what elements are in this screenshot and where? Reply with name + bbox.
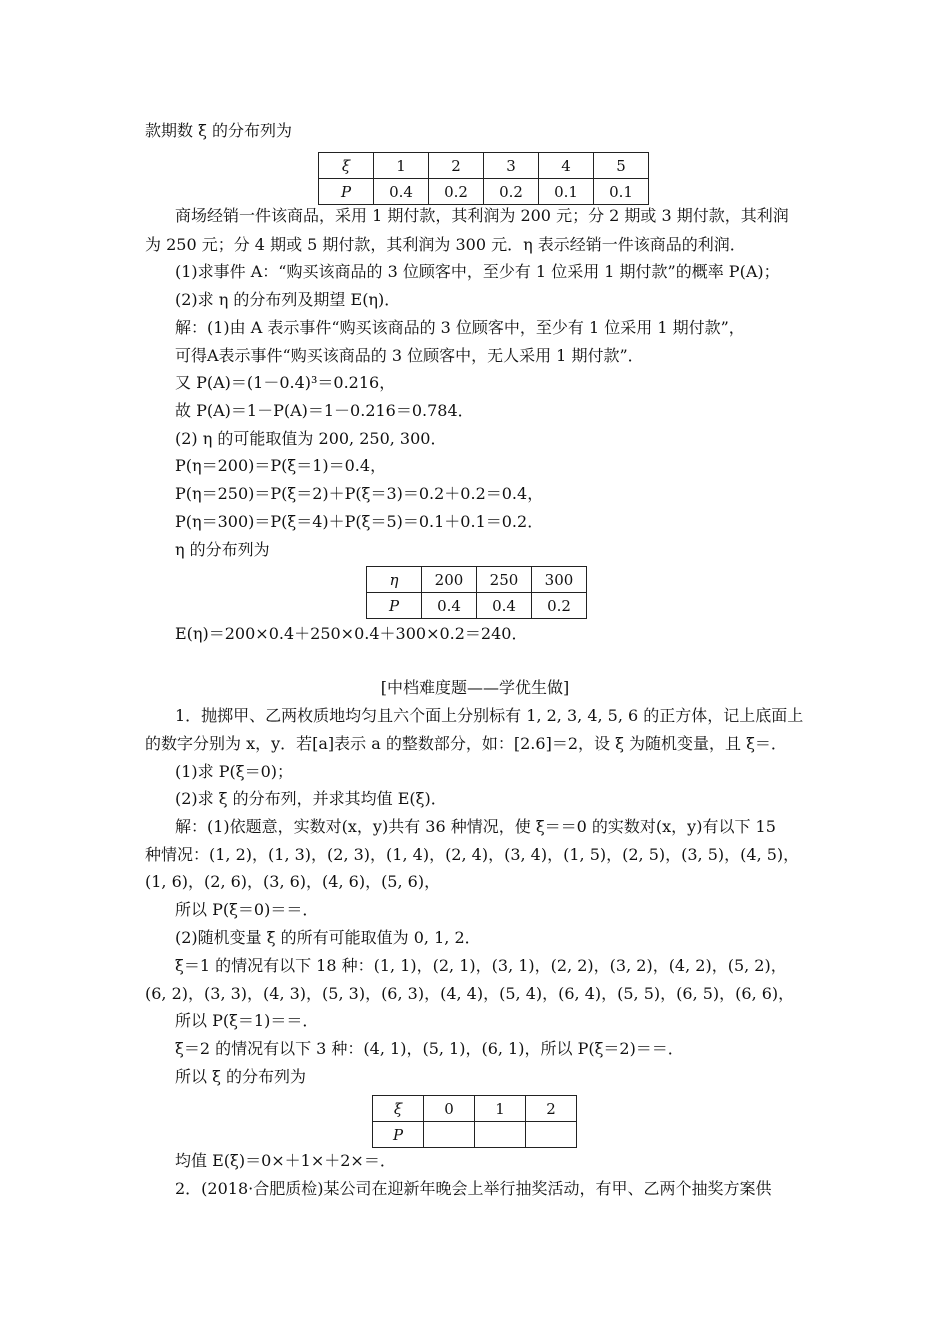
text-line: (6, 2)，(3, 3)，(4, 3)，(5, 3)，(6, 3)，(4, 4)，(5, 4)，(6, 4)，(5, 5)，(6, 5)，(6, 6)， [145,984,795,1003]
table-row [367,593,587,619]
eta-distribution-table [366,566,587,619]
table-cell: 300 [532,567,587,593]
table-cell: 3 [484,153,539,179]
text-line: 解：(1)由 A 表示事件“购买该商品的 3 位顾客中，至少有 1 位采用 1 期付款”， [175,318,745,337]
table-row [319,179,649,205]
text-line: (2)求 η 的分布列及期望 E(η)． [175,290,401,309]
xi-distribution-table [318,152,649,205]
table-cell: 0.2 [429,179,484,205]
table-row [373,1122,577,1148]
text-line: 1．抛掷甲、乙两枚质地均匀且六个面上分别标有 1, 2, 3, 4, 5, 6 的正方体，记上底面上 [175,706,804,725]
table-cell: 4 [539,153,594,179]
text-line: 商场经销一件该商品，采用 1 期付款，其利润为 200 元；分 2 期或 3 期付款，其利润 [175,206,789,225]
table-cell: ξ [319,153,374,179]
text-line: P(η＝300)＝P(ξ＝4)＋P(ξ＝5)＝0.1＋0.1＝0.2． [175,512,544,531]
table-cell: P [319,179,374,205]
table-cell: 0.2 [484,179,539,205]
table-cell: 5 [594,153,649,179]
text-line: (1)求 P(ξ＝0)； [175,762,293,781]
table-cell: 2 [429,153,484,179]
text-line: (1)求事件 A：“购买该商品的 3 位顾客中，至少有 1 位采用 1 期付款”的概率 P(A)； [175,262,780,281]
text-line: 所以 ξ 的分布列为 [175,1067,306,1086]
table-cell: 0.4 [374,179,429,205]
text-line: ξ＝1 的情况有以下 18 种：(1, 1)，(2, 1)，(3, 1)，(2, 2)，(3, 2)，(4, 2)，(5, 2)， [175,956,787,975]
text-line: 可得A表示事件“购买该商品的 3 位顾客中，无人采用 1 期付款”． [175,346,644,365]
text-line: 的数字分别为 x，y．若[a]表示 a 的整数部分，如：[2.6]＝2，设 ξ 为随机变量，且 ξ＝． [145,734,787,753]
text-line: 解：(1)依题意，实数对(x，y)共有 36 种情况，使 ξ＝＝0 的实数对(x，y)有以下 15 [175,817,776,836]
text-line: ξ＝2 的情况有以下 3 种：(4, 1)，(5, 1)，(6, 1)，所以 P(ξ＝2)＝＝． [175,1039,684,1058]
table-header-row [319,153,649,179]
table-cell: 1 [374,153,429,179]
table-cell: 0.4 [477,593,532,619]
table-cell: 0.4 [422,593,477,619]
text-line: η 的分布列为 [175,540,270,559]
table-cell: 0.1 [594,179,649,205]
text-line: 为 250 元；分 4 期或 5 期付款，其利润为 300 元．η 表示经销一件该商品的利润． [145,235,746,254]
xi-distribution-table-2 [372,1095,577,1148]
text-line: P(η＝200)＝P(ξ＝1)＝0.4， [175,456,387,475]
text-line: 种情况：(1, 2)，(1, 3)，(2, 3)，(1, 4)，(2, 4)，(3, 4)，(1, 5)，(2, 5)，(3, 5)，(4, 5)， [145,845,800,864]
table-cell: 0 [424,1096,475,1122]
text-line: (2)随机变量 ξ 的所有可能取值为 0, 1, 2． [175,928,481,947]
table-cell [424,1122,475,1148]
table-cell [475,1122,526,1148]
table-cell: 1 [475,1096,526,1122]
table-cell: 0.1 [539,179,594,205]
table-cell [526,1122,577,1148]
table-cell: ξ [373,1096,424,1122]
text-line: 所以 P(ξ＝0)＝＝． [175,900,319,919]
text-line: 均值 E(ξ)＝0×＋1×＋2×＝． [175,1151,396,1170]
text-line: E(η)＝200×0.4＋250×0.4＋300×0.2＝240． [175,624,528,643]
table-cell: P [367,593,422,619]
text-line: 款期数 ξ 的分布列为 [145,121,292,140]
text-line: (2)求 ξ 的分布列，并求其均值 E(ξ)． [175,789,447,808]
text-line: 又 P(A)＝(1－0.4)³＝0.216， [175,373,396,392]
text-line: P(η＝250)＝P(ξ＝2)＋P(ξ＝3)＝0.2＋0.2＝0.4， [175,484,544,503]
table-cell: η [367,567,422,593]
text-line: (1, 6)，(2, 6)，(3, 6)，(4, 6)，(5, 6)， [145,872,441,891]
text-line: 所以 P(ξ＝1)＝＝． [175,1011,319,1030]
table-cell: 2 [526,1096,577,1122]
text-line: 2．(2018·合肥质检)某公司在迎新年晚会上举行抽奖活动，有甲、乙两个抽奖方案供 [175,1179,772,1198]
table-cell: P [373,1122,424,1148]
table-cell: 0.2 [532,593,587,619]
table-header-row [373,1096,577,1122]
section-heading: [中档难度题——学优生做] [380,678,570,697]
table-cell: 250 [477,567,532,593]
text-line: (2) η 的可能取值为 200, 250, 300． [175,429,447,448]
text-line: 故 P(A)＝1－P(A)＝1－0.216＝0.784． [175,401,474,420]
table-cell: 200 [422,567,477,593]
table-header-row [367,567,587,593]
